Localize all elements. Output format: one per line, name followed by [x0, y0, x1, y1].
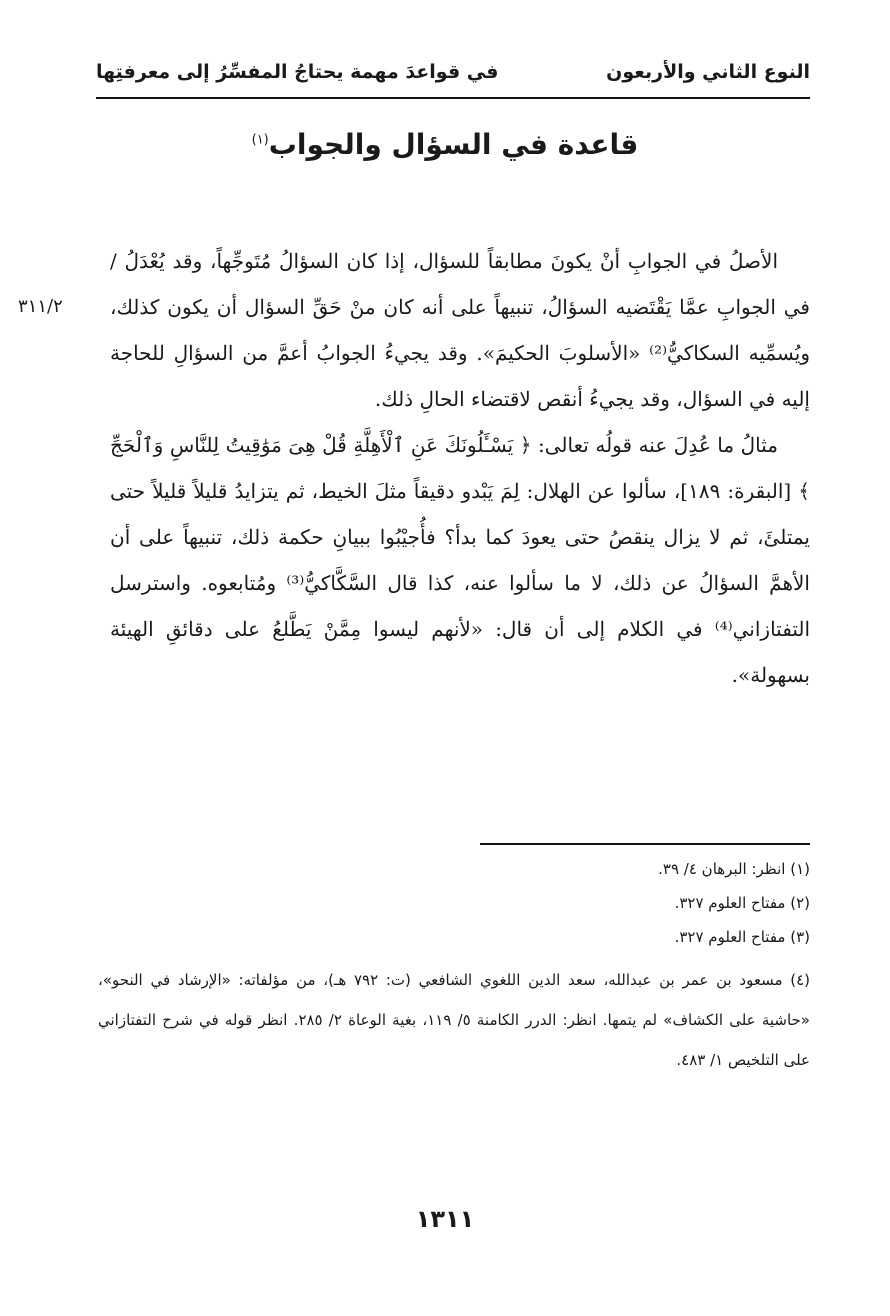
- footnote-2: (٢) مفتاح العلوم ٣٢٧.: [674, 894, 810, 912]
- header-rule: [96, 97, 810, 99]
- footnote-1: (١) انظر: البرهان ٤/ ٣٩.: [658, 860, 810, 878]
- main-text: [110, 238, 810, 698]
- margin-reference: [18, 296, 98, 317]
- footnote-rule: [480, 843, 810, 845]
- page-number: ١٣١١: [415, 1205, 475, 1233]
- running-header: [96, 52, 810, 92]
- section-title-text: قاعدة في السؤال والجواب: [268, 128, 639, 161]
- footnotes: [98, 852, 810, 1080]
- header-section-title: في قواعدَ مهمة يحتاجُ المفسِّرُ إلى معرفتِها: [96, 61, 499, 83]
- footnote-3: (٣) مفتاح العلوم ٣٢٧.: [674, 928, 810, 946]
- title-footnote-mark: (١): [251, 132, 269, 148]
- footnote-4: (٤) مسعود بن عمر بن عبدالله، سعد الدين اللغوي الشافعي (ت: ٧٩٢ هـ)، من مؤلفاته: «الإرشاد في النحو»، «حاشية على الكشاف» لم يتمها. انظر: الدرر الكامنة ٥/ ١١٩، بغية الوعاة ٢/ ٢٨٥. انظر قوله في شرح التفتازاني على التلخيص ١/ ٤٨٣.: [98, 971, 810, 1069]
- section-title: [80, 128, 810, 161]
- header-chapter-title: النوع الثاني والأربعون: [606, 61, 810, 83]
- margin-reference-text: ٣١١/٢: [18, 296, 63, 317]
- paragraph-1: الأصلُ في الجوابِ أنْ يكونَ مطابقاً للسؤال، إذا كان السؤالُ مُتَوجِّهاً، وقد يُعْدَلُ / في الجوابِ عمَّا يَقْتَضيه السؤالُ، تنبيهاً على أنه كان منْ حَقِّ السؤال أن يكون كذلك، ويُسمِّيه السكاكيُّ⁽²⁾ «الأسلوبَ الحكيمَ». وقد يجيءُ الجوابُ أعمَّ من السؤالِ للحاجة إليه في السؤال، وقد يجيءُ أنقص لاقتضاء الحالِ ذلك.: [110, 249, 810, 411]
- paragraph-2: مثالُ ما عُدِلَ عنه قولُه تعالى: ﴿ يَسْـَٔلُونَكَ عَنِ ٱلْأَهِلَّةِ قُلْ هِىَ مَوَٰقِيتُ لِلنَّاسِ وَٱلْحَجِّ ﴾ [البقرة: ١٨٩]، سألوا عن الهلال: لِمَ يَبْدو دقيقاً مثلَ الخيط، ثم يتزايدُ قليلاً قليلاً حتى يمتلئَ، ثم لا يزال ينقصُ حتى يعودَ كما بدأ؟ فأُجيْبُوا ببيانِ حكمة ذلك، تنبيهاً على أن الأهمَّ السؤالُ عن ذلك، لا ما سألوا عنه، كذا قال السَّكَّاكيُّ⁽³⁾ ومُتابعوه. واسترسل التفتازاني⁽⁴⁾ في الكلام إلى أن قال: «لأنهم ليسوا مِمَّنْ يَطَّلعُ على دقائقِ الهيئة بسهولة».: [110, 433, 810, 687]
